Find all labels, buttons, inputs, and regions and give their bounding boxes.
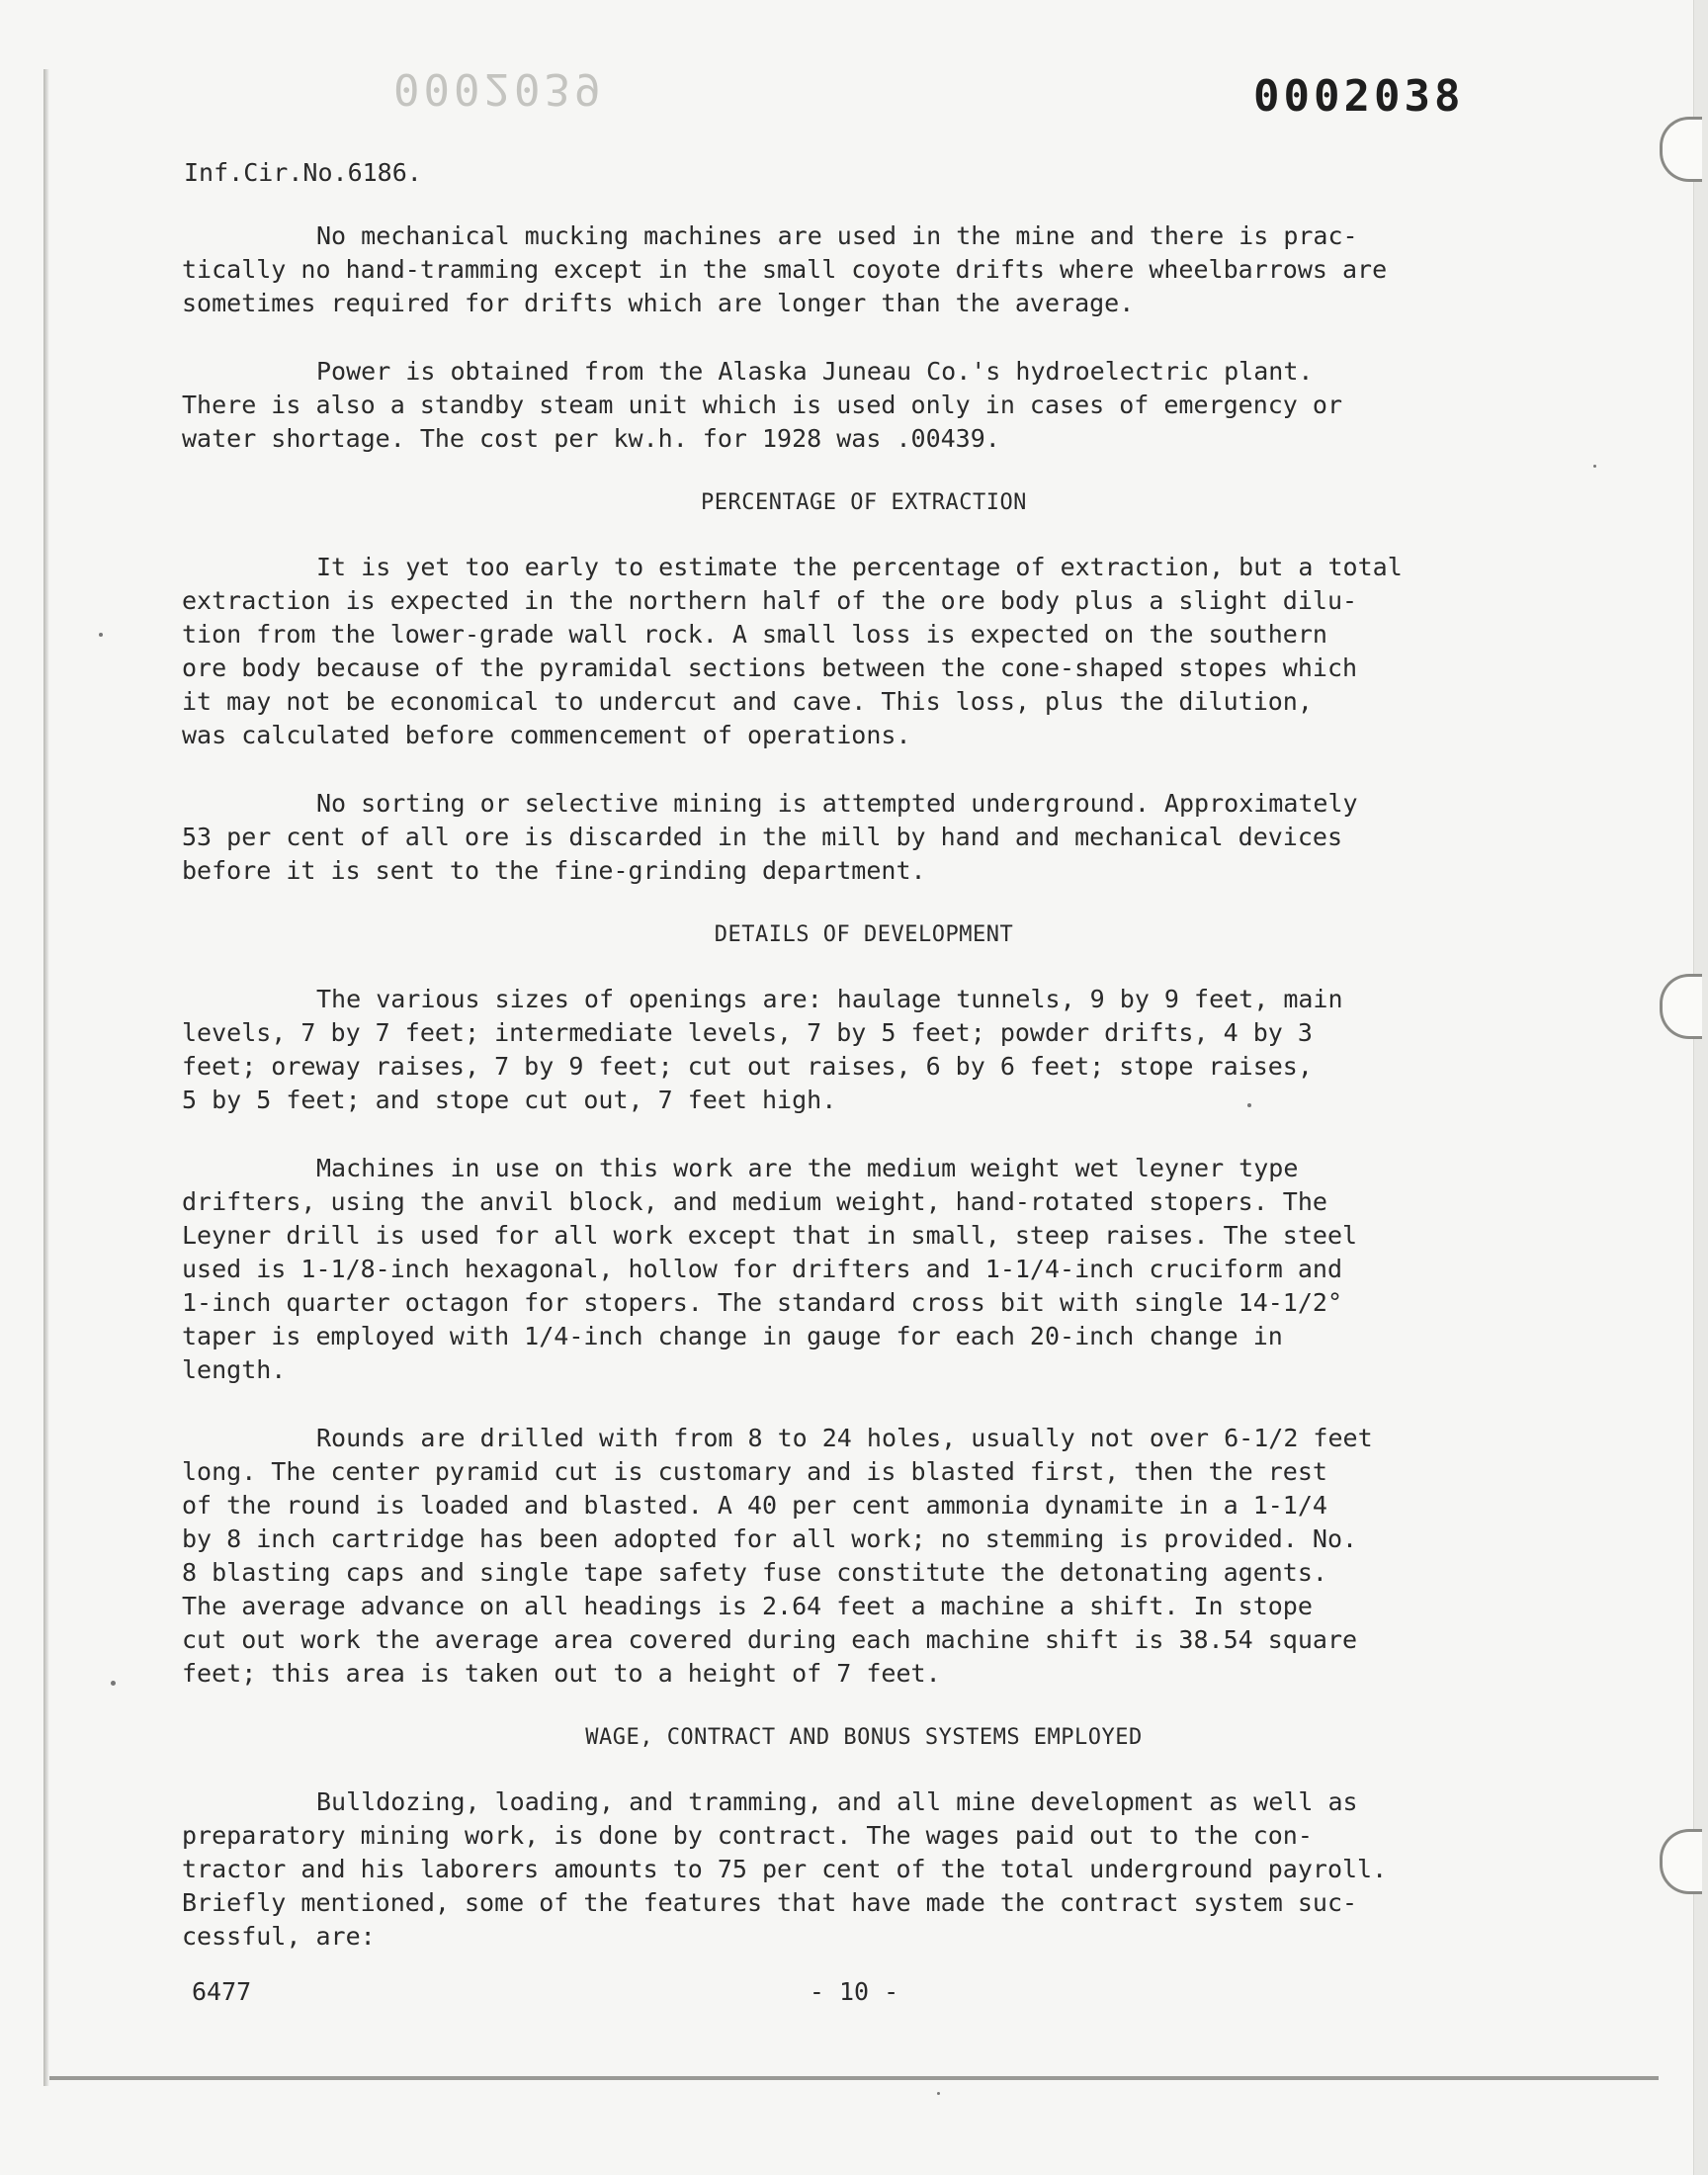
punch-hole-middle <box>1660 974 1702 1039</box>
section-heading: DETAILS OF DEVELOPMENT <box>714 922 1014 947</box>
body-paragraph: It is yet too early to estimate the percentage of extraction, but a total extraction is expected in the northern half of the ore body plus a slight dilu- tion from the lower-grade wall rock. A small loss is expected on the southern ore body because of the pyramidal sections between the cone-shaped stopes which it may not be economical to undercut and cave. This loss, plus the dilution, was calculated before commencement of operations. <box>182 553 1403 749</box>
body-paragraph: Machines in use on this work are the medium weight wet leyner type drifters, using the anvil block, and medium weight, hand-rotated stopers. The Leyner drill is used for all work except that in small, steep raises. The steel used is 1-1/8-inch hexagonal, hollow for drifters and 1-1/4-inch cruciform and 1-inch quarter octagon for stopers. The standard cross bit with single 14-1/2° taper is employed with 1/4-inch change in gauge for each 20-inch change in length. <box>182 1154 1358 1384</box>
scan-speck <box>937 2092 940 2095</box>
punch-hole-top <box>1660 117 1702 182</box>
body-paragraph: Rounds are drilled with from 8 to 24 holes, usually not over 6-1/2 feet long. The center pyramid cut is customary and is blasted first, then the rest of the round is loaded and blasted. A 40 per cent ammonia dynamite in a 1-1/4 by 8 inch cartridge has been adopted for all work; no stemming is provided. No. 8 blasting caps and single tape safety fuse constitute the detonating agents. The average advance on all headings is 2.64 feet a machine a shift. In stope cut out work the average area covered during each machine shift is 38.54 square feet; this area is taken out to a height of 7 feet. <box>182 1424 1373 1688</box>
page-bottom-edge <box>49 2076 1659 2080</box>
body-paragraph: Power is obtained from the Alaska Juneau Co.'s hydroelectric plant. There is also a standby steam unit which is used only in cases of emergency or water shortage. The cost per kw.h. for 1928 was .00439. <box>182 357 1342 453</box>
punch-hole-bottom <box>1660 1829 1702 1894</box>
scan-speck <box>1247 1103 1251 1107</box>
scan-speck <box>1593 465 1596 468</box>
footer-code: 6477 <box>192 1977 252 2006</box>
circular-reference: Inf.Cir.No.6186. <box>184 158 422 187</box>
document-number: 0002038 <box>1253 71 1465 122</box>
body-paragraph: No sorting or selective mining is attempted underground. Approximately 53 per cent of all ore is discarded in the mill by hand and mechanical devices before it is sent to the fine-grinding department. <box>182 789 1358 885</box>
document-body <box>182 219 1546 1988</box>
scan-speck <box>111 1681 116 1686</box>
section-heading: WAGE, CONTRACT AND BONUS SYSTEMS EMPLOYED <box>585 1725 1143 1750</box>
page-number: - 10 - <box>809 1977 899 2006</box>
section-heading: PERCENTAGE OF EXTRACTION <box>701 490 1027 515</box>
body-paragraph: No mechanical mucking machines are used in the mine and there is prac- tically no hand-tramming except in the small coyote drifts where wheelbarrows are sometimes required for drifts which are longer than the average. <box>182 221 1388 317</box>
faded-stamp: 0002039 <box>393 63 605 114</box>
scan-speck <box>99 633 103 637</box>
body-paragraph: The various sizes of openings are: haulage tunnels, 9 by 9 feet, main levels, 7 by 7 feet; intermediate levels, 7 by 5 feet; powder drifts, 4 by 3 feet; oreway raises, 7 by 9 feet; cut out raises, 6 by 6 feet; stope raises, 5 by 5 feet; and stope cut out, 7 feet high. <box>182 985 1343 1114</box>
body-paragraph: Bulldozing, loading, and tramming, and all mine development as well as preparatory mining work, is done by contract. The wages paid out to the con- tractor and his laborers amounts to 75 per cent of the total underground payroll. Briefly mentioned, some of the features that have made the contract system suc- cessful, are: <box>182 1787 1388 1951</box>
